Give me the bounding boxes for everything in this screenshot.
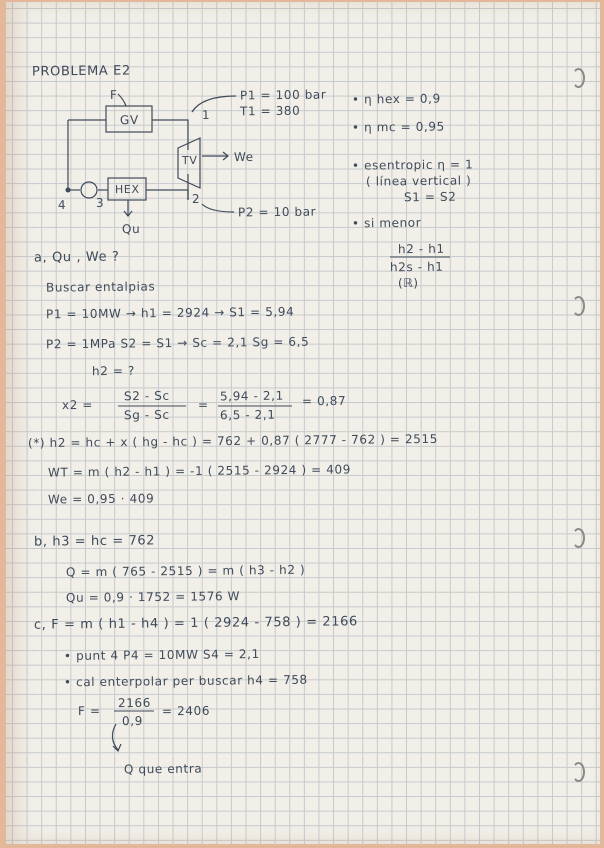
node-dot: [66, 188, 71, 193]
p1-line: P1 = 10MW → h1 = 2924 → S1 = 5,94: [45, 304, 295, 322]
x2-fraction-2-numerator: 5,94 - 2,1: [219, 388, 284, 404]
q-equation: Q = m ( 765 - 2515 ) = m ( h3 - h2 ): [65, 562, 306, 580]
part-c-line: c, F = m ( h1 - h4 ) = 1 ( 2924 - 758 ) = 2166: [33, 614, 358, 633]
isentropic-note-2: ( línea vertical ): [365, 173, 472, 189]
h2-question: h2 = ?: [91, 363, 135, 379]
qu-equation: Qu = 0,9 · 1752 = 1576 W: [65, 589, 241, 605]
x2-result: = 0,87: [301, 393, 347, 409]
si-menor-note: • si menor: [351, 215, 422, 231]
buscar-entalpias: Buscar entalpias: [45, 279, 156, 295]
t1-label: T1 = 380: [239, 103, 301, 119]
ratio-denominator: h2s - h1: [389, 259, 444, 275]
s-equal-note: S1 = S2: [403, 189, 457, 205]
ratio-numerator: h2 - h1: [397, 241, 445, 257]
node-3-label: 3: [95, 195, 105, 211]
x2-fraction-2-denominator: 6,5 - 2,1: [219, 407, 276, 423]
interpolar-line: • cal enterpolar per buscar h4 = 758: [63, 672, 308, 690]
work-label: We: [233, 149, 254, 165]
x2-fraction-1-denominator: Sg - Sc: [123, 407, 170, 423]
turbine-label: TV: [181, 153, 198, 168]
we-equation: We = 0,95 · 409: [47, 491, 155, 507]
f-label: F =: [77, 703, 101, 719]
wt-equation: WT = m ( h2 - h1 ) = -1 ( 2515 - 2924 ) = 409: [47, 462, 351, 480]
f-denominator: 0,9: [121, 713, 143, 729]
ratio-note: (ℝ): [397, 275, 419, 291]
x2-label: x2 =: [61, 397, 94, 413]
x2-equals: =: [197, 397, 209, 413]
hex-label: HEX: [114, 182, 140, 197]
fuel-label: F: [109, 87, 118, 103]
problem-title: PROBLEMA E2: [31, 63, 131, 80]
part-a-question: a, Qu , We ?: [33, 249, 120, 266]
pump-circle: [81, 182, 97, 198]
heat-label: Qu: [121, 221, 141, 237]
punt-4-line: • punt 4 P4 = 10MW S4 = 2,1: [63, 646, 260, 664]
p2-label: P2 = 10 bar: [237, 204, 317, 220]
arrow-note: Q que entra: [123, 761, 203, 777]
h2-equation: (*) h2 = hc + x ( hg - hc ) = 762 + 0,87 ( 2777 - 762 ) = 2515: [27, 431, 438, 451]
isentropic-note: • esentropic η = 1: [351, 157, 474, 173]
x2-fraction-1-numerator: S2 - Sc: [123, 388, 170, 404]
notebook-page: [6, 2, 600, 844]
node-2-label: 2: [191, 191, 201, 207]
node-1-label: 1: [201, 107, 211, 123]
f-numerator: 2166: [117, 695, 152, 711]
part-b-line: b, h3 = hc = 762: [33, 533, 156, 550]
p2-line: P2 = 1MPa S2 = S1 → Sc = 2,1 Sg = 6,5: [45, 334, 310, 352]
f-result: = 2406: [161, 703, 211, 719]
eta-hex-note: • η hex = 0,9: [351, 91, 441, 107]
p1-label: P1 = 100 bar: [239, 87, 327, 103]
node-4-label: 4: [57, 197, 67, 213]
boiler-label: GV: [119, 112, 139, 128]
eta-mc-note: • η mc = 0,95: [351, 119, 445, 135]
